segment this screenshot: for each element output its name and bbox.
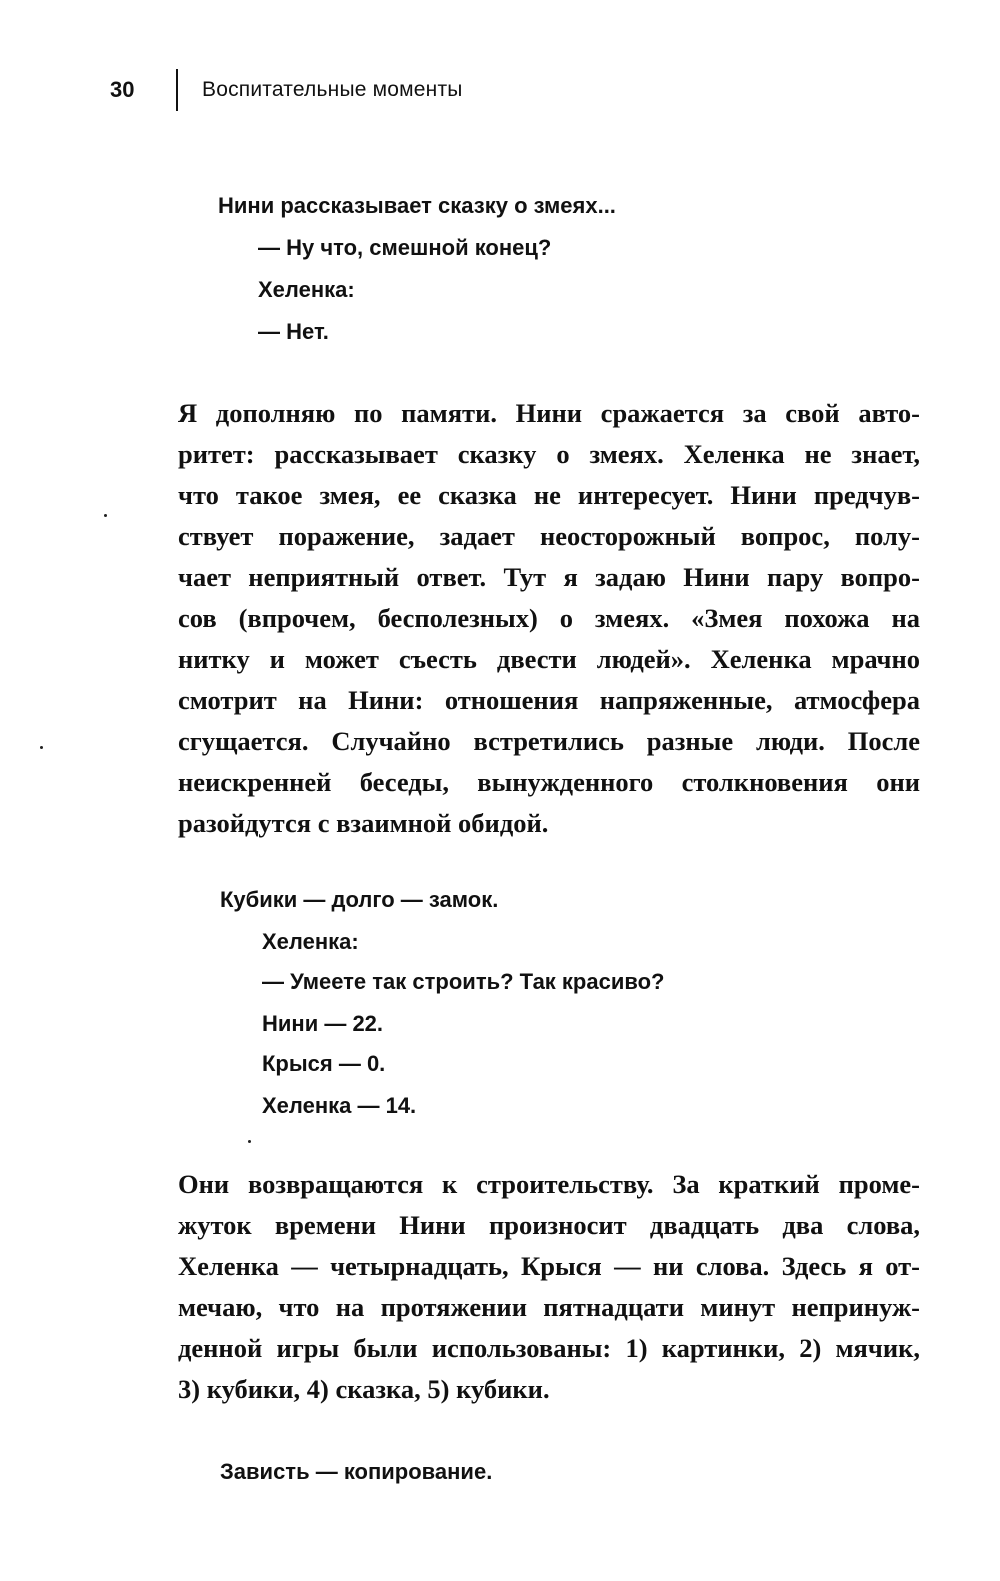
paragraph-line: ствует поражение, задает неосторожный вопрос, полу- [178, 521, 920, 551]
dialog-line: Крыся — 0. [262, 1051, 386, 1076]
paragraph-line: сгущается. Случайно встретились разные люди. После [178, 726, 920, 756]
paragraph-line: смотрит на Нини: отношения напряженные, атмосфера [178, 685, 920, 715]
paragraph-line: Они возвращаются к строительству. За краткий проме- [178, 1169, 920, 1199]
paragraph-line: что такое змея, ее сказка не интересует. Нини предчув- [178, 480, 920, 510]
dialog-line: Кубики — долго — замок. [220, 887, 499, 912]
paragraph-line: Я дополняю по памяти. Нини сражается за свой авто- [178, 398, 920, 428]
dialog-line: Хеленка: [258, 277, 355, 302]
section-title: Воспитательные моменты [202, 78, 463, 101]
paragraph-line: сов (впрочем, бесполезных) о змеях. «Змея похожа на [178, 603, 920, 633]
page-number: 30 [110, 77, 135, 102]
header-divider [176, 69, 178, 111]
body-paragraph-1 [178, 393, 920, 844]
paragraph-line: Хеленка — четырнадцать, Крыся — ни слова. Здесь я от- [178, 1251, 920, 1281]
dialog-line: — Умеете так строить? Так красиво? [262, 969, 665, 994]
paragraph-line: разойдутся с взаимной обидой. [178, 808, 549, 838]
dialog-line: Хеленка: [262, 929, 359, 954]
dialog-line: Хеленка — 14. [262, 1093, 417, 1118]
paragraph-line: чает неприятный ответ. Тут я задаю Нини пару вопро- [178, 562, 920, 592]
paragraph-line: ритет: рассказывает сказку о змеях. Хеленка не знает, [178, 439, 920, 469]
paragraph-line: мечаю, что на протяжении пятнадцати минут непринуж- [178, 1292, 920, 1322]
paragraph-line: неискренней беседы, вынужденного столкновения они [178, 767, 920, 797]
dialog-line: — Ну что, смешной конец? [258, 235, 552, 260]
print-speck [40, 746, 43, 749]
running-head [110, 70, 463, 110]
dialog-line: — Нет. [258, 319, 329, 344]
paragraph-line: денной игры были использованы: 1) картинки, 2) мячик, [178, 1333, 920, 1363]
dialog-line: Нини рассказывает сказку о змеях... [218, 193, 616, 218]
body-paragraph-2 [178, 1164, 920, 1410]
section-subheading: Зависть — копирование. [220, 1459, 493, 1484]
print-speck [248, 1140, 251, 1143]
print-speck [104, 514, 107, 517]
dialog-line: Нини — 22. [262, 1011, 384, 1036]
paragraph-line: жуток времени Нини произносит двадцать два слова, [178, 1210, 920, 1240]
paragraph-line: 3) кубики, 4) сказка, 5) кубики. [178, 1374, 550, 1404]
paragraph-line: нитку и может съесть двести людей». Хеленка мрачно [178, 644, 920, 674]
